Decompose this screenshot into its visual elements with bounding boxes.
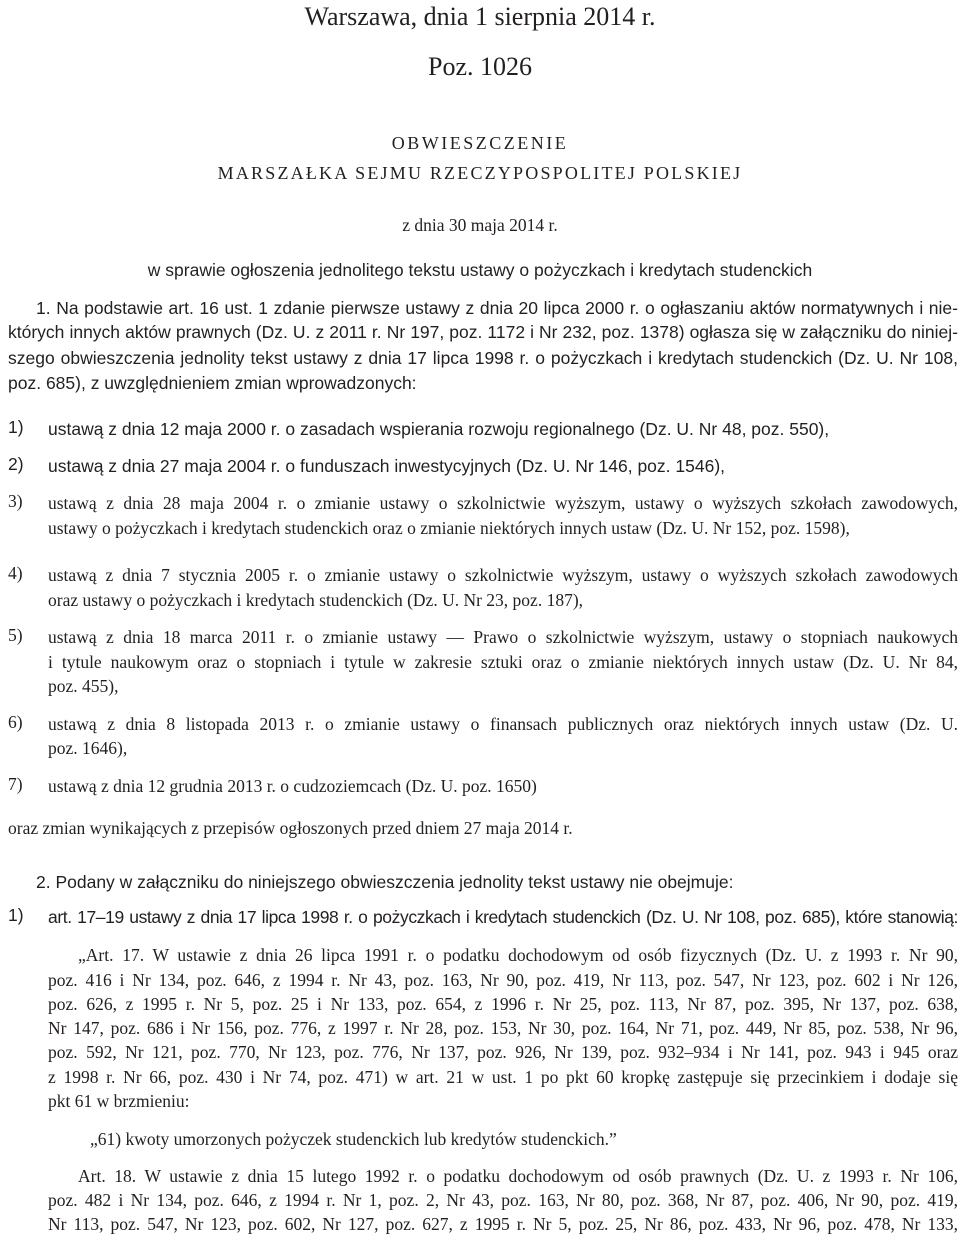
- list-item-line: ustawą z dnia 8 listopada 2013 r. o zmianie ustawy o finansach publicznych oraz niektórych innych ustaw (Dz. U.: [48, 714, 958, 734]
- quote-line: Nr 147, poz. 686 i Nr 156, poz. 776, z 1997 r. Nr 28, poz. 153, Nr 30, poz. 164, Nr 71, poz. 449, Nr 85, poz. 538, Nr 96,: [48, 1018, 958, 1038]
- list-number: 6): [8, 712, 23, 732]
- list-item-line: oraz ustawy o pożyczkach i kredytach studenckich (Dz. U. Nr 23, poz. 187),: [48, 590, 584, 610]
- list-number: 1): [8, 905, 24, 925]
- list-item-line: poz. 1646),: [48, 738, 128, 758]
- list-item-line: i tytule naukowym oraz o stopniach i tytule w zakresie sztuki oraz o zmianie niektórych innych ustaw (Dz. U. Nr 84,: [48, 652, 958, 672]
- list-item-line: ustawą z dnia 12 grudnia 2013 r. o cudzoziemcach (Dz. U. poz. 1650): [48, 776, 537, 796]
- place-date-header: Warszawa, dnia 1 sierpnia 2014 r.: [304, 2, 656, 31]
- list-number: 4): [8, 563, 23, 583]
- quote-line: „Art. 17. W ustawie z dnia 26 lipca 1991 r. o podatku dochodowym od osób fizycznych (Dz. U. z 1993 r. Nr 90,: [78, 945, 958, 965]
- quote-line: poz. 592, Nr 121, poz. 770, Nr 123, poz. 776, Nr 137, poz. 926, Nr 139, poz. 932–934 i Nr 141, poz. 943 i 945 oraz: [48, 1042, 958, 1062]
- list-item-line: ustawą z dnia 12 maja 2000 r. o zasadach wspierania rozwoju regionalnego (Dz. U. Nr 48, poz. 550),: [48, 419, 830, 439]
- paragraph-line: których innych aktów prawnych (Dz. U. z 2011 r. Nr 197, poz. 1172 i Nr 232, poz. 1378) ogłasza się w załączniku do niniej-: [8, 322, 958, 342]
- list-number: 1): [8, 417, 24, 437]
- paragraph-line: szego obwieszczenia jednolity tekst ustawy z dnia 17 lipca 1998 r. o pożyczkach i kredytach studenckich (Dz. U. Nr 108,: [8, 348, 958, 368]
- paragraph-line: 1. Na podstawie art. 16 ust. 1 zdanie pierwsze ustawy z dnia 20 lipca 2000 r. o ogłaszaniu aktów normatywnych i nie-: [36, 298, 958, 318]
- list-item-line: poz. 455),: [48, 676, 119, 696]
- quote-line: poz. 626, z 1995 r. Nr 5, poz. 25 i Nr 133, poz. 654, z 1996 r. Nr 25, poz. 113, Nr 87, poz. 395, Nr 137, poz. 638,: [48, 994, 958, 1014]
- list-number: 3): [8, 491, 23, 511]
- list-item-line: ustawą z dnia 18 marca 2011 r. o zmianie ustawy — Prawo o szkolnictwie wyższym, ustawy o stopniach naukowych: [48, 627, 958, 647]
- list-number: 5): [8, 625, 23, 645]
- document-type-title: OBWIESZCZENIE: [391, 133, 569, 153]
- quote-line: z 1998 r. Nr 66, poz. 430 i Nr 74, poz. 471) w art. 21 w ust. 1 po pkt 60 kropkę zastępuje się przecinkiem i dodaje się: [48, 1067, 958, 1087]
- list-item-line: ustawą z dnia 27 maja 2004 r. o funduszach inwestycyjnych (Dz. U. Nr 146, poz. 1546),: [48, 456, 726, 476]
- quote-line: poz. 416 i Nr 134, poz. 646, z 1994 r. Nr 43, poz. 163, Nr 90, poz. 419, Nr 113, poz. 547, Nr 123, poz. 602 i Nr 126,: [48, 970, 958, 990]
- list-item-line: art. 17–19 ustawy z dnia 17 lipca 1998 r. o pożyczkach i kredytach studenckich (Dz. U. Nr 108, poz. 685), które stanowią:: [48, 907, 958, 927]
- list-number: 2): [8, 454, 24, 474]
- position-number: Poz. 1026: [428, 52, 532, 81]
- paragraph-line: poz. 685), z uwzględnieniem zmian wprowadzonych:: [8, 373, 417, 393]
- article-line: poz. 482 i Nr 134, poz. 646, z 1994 r. Nr 1, poz. 2, Nr 43, poz. 163, Nr 80, poz. 368, Nr 87, poz. 406, Nr 90, poz. 419,: [48, 1190, 958, 1210]
- issuer-title: MARSZAŁKA SEJMU RZECZYPOSPOLITEJ POLSKIEJ: [217, 163, 743, 183]
- list-item-line: ustawą z dnia 7 stycznia 2005 r. o zmianie ustawy o szkolnictwie wyższym, ustawy o wyższych szkołach zawodowych: [48, 565, 958, 585]
- document-subject: w sprawie ogłoszenia jednolitego tekstu ustawy o pożyczkach i kredytach studenckich: [147, 260, 813, 280]
- list-number: 7): [8, 774, 23, 794]
- inner-quote: „61) kwoty umorzonych pożyczek studenckich lub kredytów studenckich.”: [90, 1129, 617, 1149]
- list-item-line: ustawy o pożyczkach i kredytach studenckich oraz o zmianie niektórych innych ustaw (Dz. U. Nr 152, poz. 1598),: [48, 518, 850, 538]
- quote-line: pkt 61 w brzmieniu:: [48, 1091, 190, 1111]
- article-line: Nr 113, poz. 547, Nr 123, poz. 602, Nr 127, poz. 627, z 1995 r. Nr 5, poz. 25, Nr 86, poz. 433, Nr 96, poz. 478, Nr 133,: [48, 1214, 958, 1234]
- document-date: z dnia 30 maja 2014 r.: [402, 215, 558, 235]
- section-closing: oraz zmian wynikających z przepisów ogłoszonych przed dniem 27 maja 2014 r.: [8, 818, 573, 838]
- section2-intro: 2. Podany w załączniku do niniejszego obwieszczenia jednolity tekst ustawy nie obejmuje:: [36, 872, 734, 892]
- article-line: Art. 18. W ustawie z dnia 15 lutego 1992 r. o podatku dochodowym od osób prawnych (Dz. U. z 1993 r. Nr 106,: [78, 1166, 958, 1186]
- list-item-line: ustawą z dnia 28 maja 2004 r. o zmianie ustawy o szkolnictwie wyższym, ustawy o wyższych szkołach zawodowych,: [48, 493, 958, 513]
